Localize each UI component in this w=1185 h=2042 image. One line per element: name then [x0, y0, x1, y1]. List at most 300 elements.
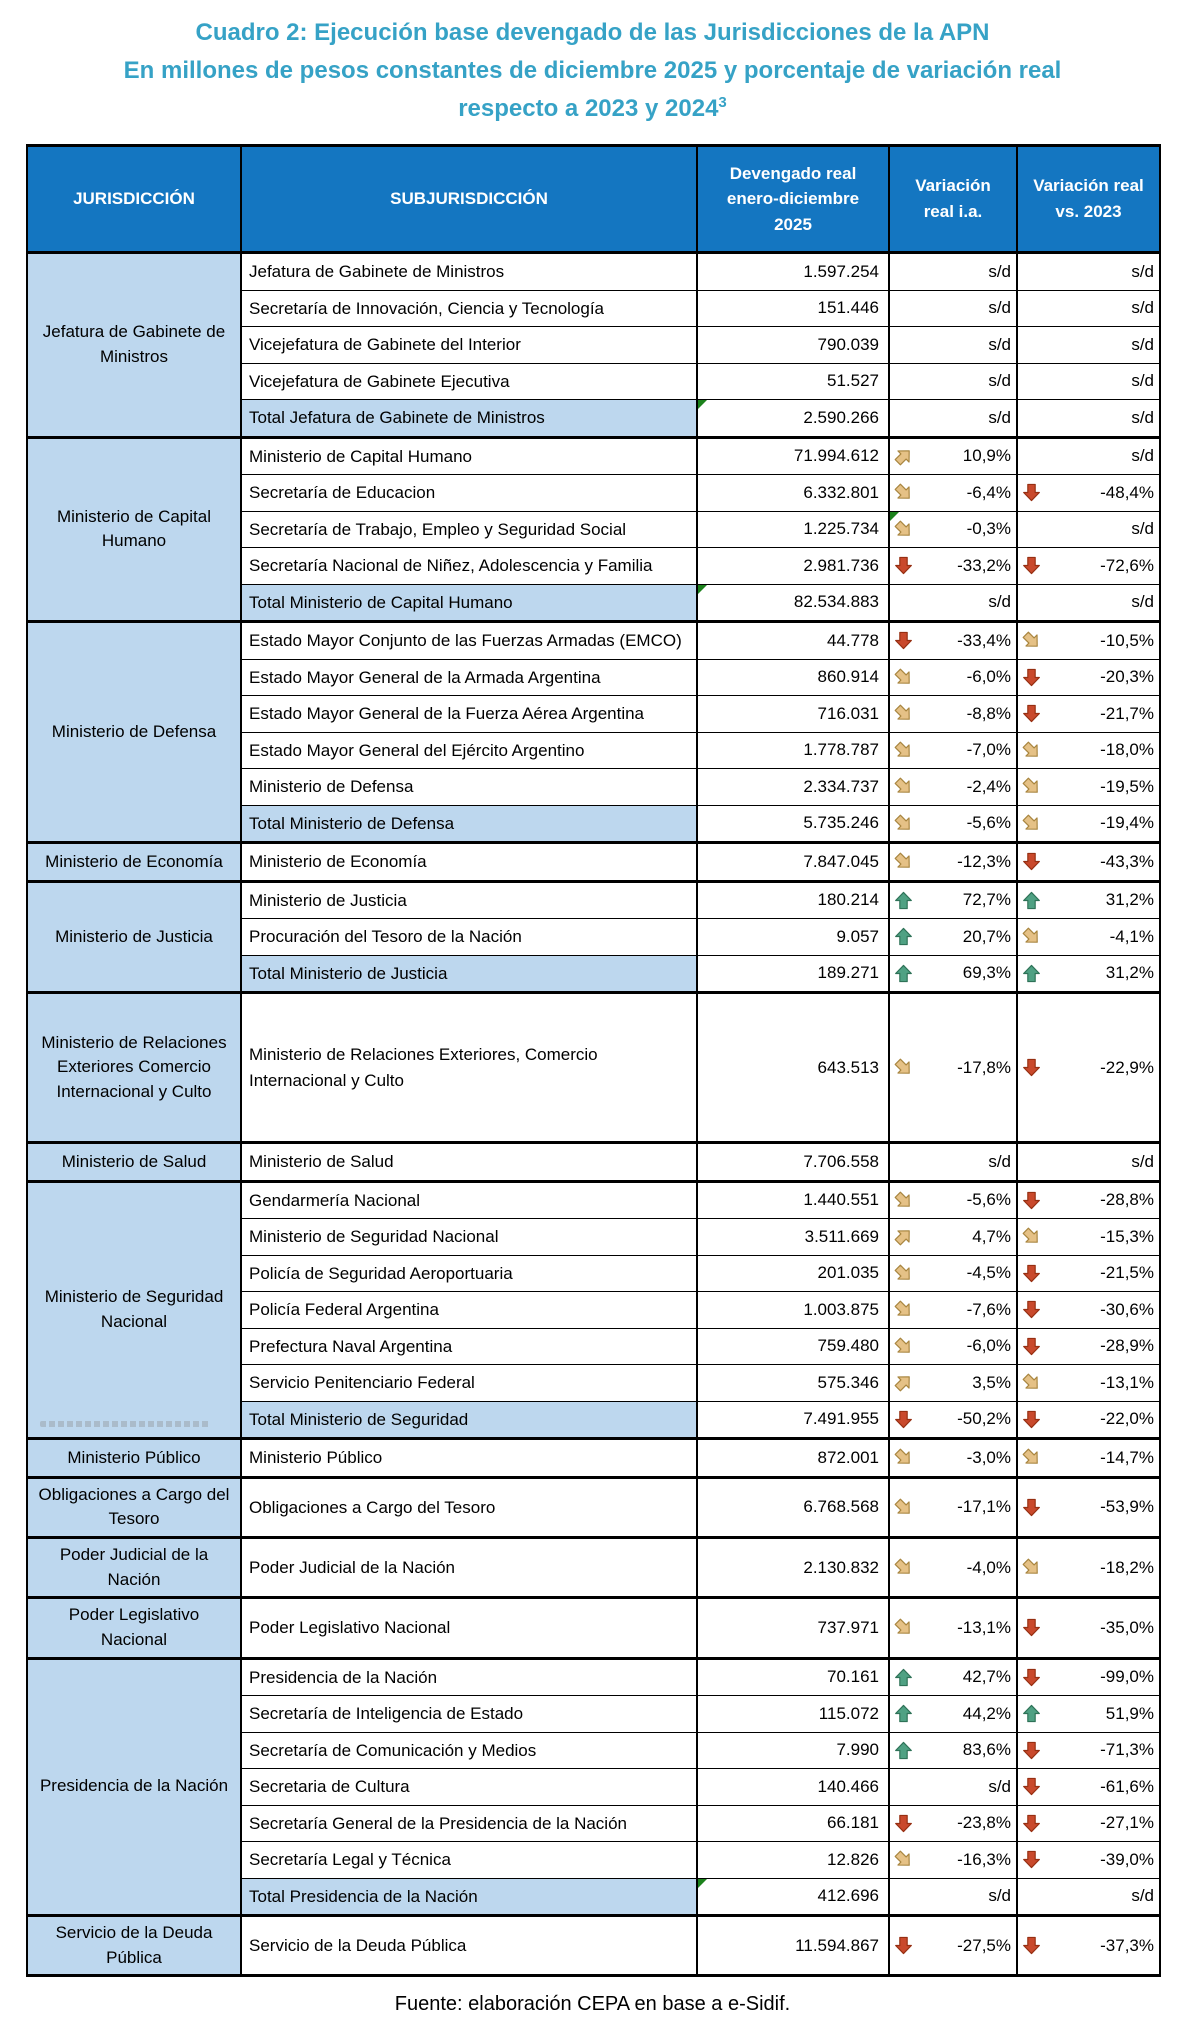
devengado-value: 115.072 — [818, 1703, 879, 1723]
subjurisdiction-cell: Ministerio de Capital Humano — [241, 437, 697, 475]
variation-cell — [1017, 400, 1160, 438]
variation-cell — [1017, 475, 1160, 512]
subjurisdiction-cell: Total Ministerio de Capital Humano — [241, 584, 697, 622]
jurisdiction-cell — [27, 1143, 241, 1182]
variation-cell — [889, 290, 1017, 327]
jurisdiction-cell — [27, 1181, 241, 1439]
subjurisdiction-cell: Ministerio Público — [241, 1439, 697, 1478]
arrow-up-green-icon — [1022, 963, 1044, 983]
devengado-value: 7.990 — [836, 1740, 879, 1760]
variation-cell — [1017, 843, 1160, 882]
subjurisdiction-cell: Obligaciones a Cargo del Tesoro — [241, 1477, 697, 1537]
variation-cell — [889, 732, 1017, 769]
jurisdiction-cell — [27, 1538, 241, 1598]
devengado-cell — [697, 511, 889, 548]
variation-value: s/d — [988, 407, 1011, 427]
subjurisdiction-cell: Secretaría de Trabajo, Empleo y Seguridad Social — [241, 511, 697, 548]
variation-value: -39,0% — [1100, 1849, 1154, 1869]
devengado-cell — [697, 659, 889, 696]
variation-value: -5,6% — [966, 813, 1011, 833]
subjurisdiction-cell: Ministerio de Economía — [241, 843, 697, 882]
variation-cell — [889, 327, 1017, 364]
variation-value: 20,7% — [962, 926, 1011, 946]
variation-value: -2,4% — [966, 776, 1011, 796]
variation-cell — [1017, 1732, 1160, 1769]
arrow-down-right-gold-icon — [894, 777, 916, 797]
variation-cell — [889, 584, 1017, 622]
subjurisdiction-cell: Secretaría de Educacion — [241, 475, 697, 512]
arrow-down-right-gold-icon — [894, 1336, 916, 1356]
devengado-value: 82.534.883 — [793, 592, 879, 612]
subjurisdiction-cell: Policía Federal Argentina — [241, 1292, 697, 1329]
devengado-cell — [697, 548, 889, 585]
devengado-value: 66.181 — [827, 1813, 879, 1833]
arrow-down-red-icon — [1022, 1497, 1044, 1517]
green-corner-marker — [698, 400, 707, 409]
variation-value: -17,8% — [957, 1057, 1011, 1077]
devengado-value: 70.161 — [827, 1667, 879, 1687]
subjurisdiction-cell: Total Presidencia de la Nación — [241, 1878, 697, 1916]
arrow-down-red-icon — [1022, 1850, 1044, 1870]
table-row — [27, 253, 1160, 291]
variation-cell — [1017, 955, 1160, 993]
variation-value: s/d — [1131, 371, 1154, 391]
variation-value: -6,0% — [966, 1336, 1011, 1356]
arrow-down-right-gold-icon — [894, 704, 916, 724]
jurisdiction-label: Ministerio de Economía — [45, 851, 223, 871]
arrow-down-red-icon — [1022, 1936, 1044, 1956]
devengado-value: 643.513 — [817, 1057, 879, 1077]
devengado-value: 737.971 — [817, 1617, 879, 1637]
variation-cell — [889, 1732, 1017, 1769]
arrow-down-red-icon — [894, 631, 916, 651]
arrow-down-red-icon — [1022, 704, 1044, 724]
devengado-cell — [697, 1143, 889, 1182]
variation-value: -12,3% — [957, 851, 1011, 871]
devengado-cell — [697, 1878, 889, 1916]
subjurisdiction-cell: Servicio Penitenciario Federal — [241, 1365, 697, 1402]
jurisdiction-cell — [27, 843, 241, 882]
jurisdiction-label: Ministerio de Capital Humano — [56, 506, 211, 551]
variation-cell — [889, 843, 1017, 882]
jurisdiction-label: Poder Judicial de la Nación — [59, 1545, 209, 1589]
devengado-value: 151.446 — [817, 298, 879, 318]
arrow-down-right-gold-icon — [894, 1263, 916, 1283]
variation-value: -21,5% — [1100, 1263, 1154, 1283]
variation-value: 31,2% — [1105, 890, 1154, 910]
arrow-down-right-gold-icon — [1022, 1227, 1044, 1247]
devengado-cell — [697, 400, 889, 438]
variation-value: -3,0% — [966, 1447, 1011, 1467]
variation-value: 42,7% — [962, 1667, 1011, 1687]
subjurisdiction-cell: Vicejefatura de Gabinete Ejecutiva — [241, 363, 697, 400]
table-row — [27, 1143, 1160, 1182]
subjurisdiction-cell: Secretaría General de la Presidencia de la Nación — [241, 1805, 697, 1842]
footnote-marker: 3 — [718, 93, 727, 111]
variation-cell — [1017, 1401, 1160, 1439]
variation-value: s/d — [1131, 446, 1154, 466]
variation-value: -37,3% — [1100, 1935, 1154, 1955]
devengado-cell — [697, 696, 889, 733]
table-row — [27, 1181, 1160, 1219]
devengado-value: 716.031 — [817, 703, 879, 723]
subjurisdiction-cell: Estado Mayor General del Ejército Argentino — [241, 732, 697, 769]
arrow-down-red-icon — [1022, 1777, 1044, 1797]
jurisdiction-label: Jefatura de Gabinete de Ministros — [42, 322, 226, 366]
variation-cell — [889, 511, 1017, 548]
devengado-value: 201.035 — [817, 1263, 879, 1283]
arrow-down-red-icon — [1022, 1263, 1044, 1283]
variation-cell — [889, 805, 1017, 843]
variation-value: s/d — [988, 1886, 1011, 1906]
jurisdiction-cell — [27, 437, 241, 622]
variation-value: -48,4% — [1100, 482, 1154, 502]
subjurisdiction-cell: Presidencia de la Nación — [241, 1658, 697, 1696]
arrow-up-right-gold-icon — [894, 1227, 916, 1247]
variation-cell — [889, 1255, 1017, 1292]
arrow-down-red-icon — [1022, 852, 1044, 872]
subjurisdiction-cell: Estado Mayor Conjunto de las Fuerzas Armadas (EMCO) — [241, 622, 697, 660]
variation-value: s/d — [1131, 298, 1154, 318]
arrow-down-right-gold-icon — [894, 1497, 916, 1517]
devengado-value: 6.768.568 — [803, 1497, 879, 1517]
devengado-value: 1.778.787 — [803, 740, 879, 760]
variation-cell — [889, 1439, 1017, 1478]
variation-value: -99,0% — [1100, 1667, 1154, 1687]
title-line-3: respecto a 2023 y 2024$^3$ — [458, 93, 727, 122]
arrow-down-right-gold-icon — [894, 852, 916, 872]
jurisdiction-label: Servicio de la Deuda Pública — [55, 1923, 213, 1967]
devengado-value: 2.590.266 — [803, 407, 879, 427]
devengado-value: 1.597.254 — [803, 261, 879, 281]
subjurisdiction-cell: Gendarmería Nacional — [241, 1181, 697, 1219]
variation-value: -6,0% — [966, 667, 1011, 687]
arrow-down-right-gold-icon — [894, 1558, 916, 1578]
jurisdiction-cell — [27, 1439, 241, 1478]
subjurisdiction-cell: Ministerio de Justicia — [241, 881, 697, 919]
jurisdiction-cell — [27, 881, 241, 993]
arrow-down-red-icon — [1022, 1058, 1044, 1078]
variation-cell — [889, 1181, 1017, 1219]
devengado-cell — [697, 955, 889, 993]
devengado-value: 7.847.045 — [803, 851, 879, 871]
variation-value: s/d — [988, 298, 1011, 318]
variation-cell — [1017, 290, 1160, 327]
variation-value: s/d — [988, 1776, 1011, 1796]
title-line-1: Cuadro 2: Ejecución base devengado de las Jurisdicciones de la APN — [195, 19, 990, 46]
devengado-cell — [697, 843, 889, 882]
table-row — [27, 993, 1160, 1143]
variation-cell — [1017, 696, 1160, 733]
devengado-value: 44.778 — [827, 630, 879, 650]
variation-cell — [889, 1365, 1017, 1402]
variation-value: -7,0% — [966, 740, 1011, 760]
devengado-cell — [697, 1477, 889, 1537]
devengado-value: 1.440.551 — [803, 1190, 879, 1210]
subjurisdiction-cell: Ministerio de Relaciones Exteriores, Comercio Internacional y Culto — [241, 993, 697, 1143]
table-row — [27, 1439, 1160, 1478]
variation-value: -43,3% — [1100, 851, 1154, 871]
budget-execution-table — [26, 144, 1161, 1978]
table-title — [30, 14, 1155, 128]
devengado-value: 7.706.558 — [803, 1151, 879, 1171]
subjurisdiction-cell: Secretaría de Innovación, Ciencia y Tecnología — [241, 290, 697, 327]
variation-value: s/d — [1131, 1151, 1154, 1171]
variation-value: s/d — [988, 334, 1011, 354]
variation-value: -4,5% — [966, 1263, 1011, 1283]
devengado-cell — [697, 1328, 889, 1365]
devengado-value: 2.334.737 — [803, 776, 879, 796]
variation-cell — [889, 955, 1017, 993]
variation-cell — [889, 919, 1017, 956]
variation-cell — [889, 1538, 1017, 1598]
variation-value: -4,1% — [1109, 926, 1154, 946]
devengado-cell — [697, 1916, 889, 1976]
arrow-down-right-gold-icon — [1022, 1373, 1044, 1393]
variation-value: -4,0% — [966, 1557, 1011, 1577]
arrow-up-right-gold-icon — [894, 446, 916, 466]
devengado-value: 51.527 — [827, 371, 879, 391]
variation-value: -5,6% — [966, 1190, 1011, 1210]
devengado-cell — [697, 1769, 889, 1806]
title-line-2: En millones de pesos constantes de diciembre 2025 y porcentaje de variación real — [123, 56, 1062, 84]
subjurisdiction-cell: Estado Mayor General de la Armada Argentina — [241, 659, 697, 696]
arrow-up-green-icon — [1022, 890, 1044, 910]
devengado-value: 3.511.669 — [804, 1226, 879, 1246]
devengado-cell — [697, 327, 889, 364]
variation-cell — [1017, 1477, 1160, 1537]
variation-value: -28,8% — [1100, 1190, 1154, 1210]
variation-cell — [1017, 1219, 1160, 1256]
arrow-down-red-icon — [894, 556, 916, 576]
subjurisdiction-cell: Total Ministerio de Defensa — [241, 805, 697, 843]
table-header-row — [27, 145, 1160, 253]
variation-value: s/d — [988, 371, 1011, 391]
arrow-down-right-gold-icon — [1022, 740, 1044, 760]
devengado-cell — [697, 993, 889, 1143]
variation-cell — [1017, 1805, 1160, 1842]
variation-cell — [889, 1769, 1017, 1806]
variation-value: -33,4% — [957, 630, 1011, 650]
variation-value: -10,5% — [1100, 630, 1154, 650]
subjurisdiction-cell: Secretaría Nacional de Niñez, Adolescencia y Familia — [241, 548, 697, 585]
devengado-value: 5.735.246 — [803, 813, 879, 833]
variation-value: -71,3% — [1100, 1740, 1154, 1760]
devengado-cell — [697, 253, 889, 291]
variation-cell — [1017, 1696, 1160, 1733]
variation-value: s/d — [1131, 1886, 1154, 1906]
variation-cell — [1017, 363, 1160, 400]
variation-cell — [1017, 1439, 1160, 1478]
variation-cell — [889, 1916, 1017, 1976]
arrow-down-right-gold-icon — [1022, 813, 1044, 833]
devengado-cell — [697, 1658, 889, 1696]
variation-value: -27,5% — [957, 1935, 1011, 1955]
subjurisdiction-cell: Ministerio de Seguridad Nacional — [241, 1219, 697, 1256]
devengado-cell — [697, 769, 889, 806]
devengado-cell — [697, 1696, 889, 1733]
variation-value: -53,9% — [1100, 1497, 1154, 1517]
subjurisdiction-cell: Ministerio de Defensa — [241, 769, 697, 806]
variation-value: -0,3% — [966, 519, 1011, 539]
devengado-value: 575.346 — [817, 1372, 879, 1392]
variation-cell — [889, 769, 1017, 806]
arrow-down-right-gold-icon — [894, 1190, 916, 1210]
variation-value: 51,9% — [1105, 1703, 1154, 1723]
variation-cell — [1017, 881, 1160, 919]
variation-cell — [1017, 1916, 1160, 1976]
jurisdiction-cell — [27, 1916, 241, 1976]
variation-cell — [889, 1878, 1017, 1916]
table-row — [27, 1658, 1160, 1696]
subjurisdiction-cell: Ministerio de Salud — [241, 1143, 697, 1182]
arrow-down-right-gold-icon — [1022, 631, 1044, 651]
devengado-value: 1.003.875 — [803, 1299, 879, 1319]
arrow-down-red-icon — [1022, 1190, 1044, 1210]
arrow-down-right-gold-icon — [894, 1448, 916, 1468]
table-row — [27, 437, 1160, 475]
variation-cell — [889, 1658, 1017, 1696]
jurisdiction-cell — [27, 1598, 241, 1658]
devengado-value: 412.696 — [817, 1886, 879, 1906]
table-row — [27, 622, 1160, 660]
variation-value: 4,7% — [972, 1226, 1011, 1246]
arrow-down-red-icon — [894, 1409, 916, 1429]
table-row — [27, 843, 1160, 882]
variation-value: -28,9% — [1100, 1336, 1154, 1356]
green-corner-marker — [698, 585, 707, 594]
variation-value: -18,2% — [1100, 1557, 1154, 1577]
variation-value: -7,6% — [966, 1299, 1011, 1319]
variation-cell — [1017, 659, 1160, 696]
arrow-down-red-icon — [1022, 1667, 1044, 1687]
arrow-down-red-icon — [1022, 1618, 1044, 1638]
variation-cell — [1017, 253, 1160, 291]
variation-cell — [1017, 511, 1160, 548]
jurisdiction-label: Ministerio Público — [67, 1447, 201, 1467]
variation-cell — [1017, 1292, 1160, 1329]
variation-value: -50,2% — [957, 1409, 1011, 1429]
devengado-value: 9.057 — [836, 926, 879, 946]
variation-value: s/d — [988, 1151, 1011, 1171]
subjurisdiction-cell: Secretaria de Cultura — [241, 1769, 697, 1806]
green-corner-marker — [890, 512, 899, 521]
variation-value: -20,3% — [1100, 667, 1154, 687]
jurisdiction-cell — [27, 993, 241, 1143]
header-jurisdiccion: JURISDICCIÓN — [27, 145, 241, 253]
table-row — [27, 1916, 1160, 1976]
arrow-down-red-icon — [1022, 1336, 1044, 1356]
jurisdiction-cell — [27, 253, 241, 438]
variation-value: 3,5% — [972, 1372, 1011, 1392]
subjurisdiction-cell: Policía de Seguridad Aeroportuaria — [241, 1255, 697, 1292]
arrow-down-red-icon — [1022, 556, 1044, 576]
variation-cell — [1017, 1842, 1160, 1879]
variation-value: s/d — [1131, 519, 1154, 539]
arrow-down-right-gold-icon — [894, 1850, 916, 1870]
devengado-cell — [697, 584, 889, 622]
arrow-down-red-icon — [1022, 483, 1044, 503]
variation-cell — [1017, 919, 1160, 956]
arrow-up-green-icon — [894, 890, 916, 910]
variation-cell — [1017, 327, 1160, 364]
devengado-cell — [697, 1538, 889, 1598]
table-row — [27, 881, 1160, 919]
variation-value: s/d — [1131, 407, 1154, 427]
table-row — [27, 1477, 1160, 1537]
subjurisdiction-cell: Total Ministerio de Seguridad — [241, 1401, 697, 1439]
arrow-up-right-gold-icon — [894, 1373, 916, 1393]
variation-value: -72,6% — [1100, 555, 1154, 575]
devengado-cell — [697, 1255, 889, 1292]
devengado-value: 6.332.801 — [803, 482, 879, 502]
green-corner-marker — [698, 1879, 707, 1888]
variation-value: 72,7% — [962, 890, 1011, 910]
devengado-value: 71.994.612 — [793, 446, 879, 466]
variation-cell — [889, 253, 1017, 291]
variation-cell — [1017, 1365, 1160, 1402]
variation-cell — [889, 659, 1017, 696]
jurisdiction-label: Ministerio de Defensa — [51, 721, 217, 741]
subjurisdiction-cell: Servicio de la Deuda Pública — [241, 1916, 697, 1976]
variation-value: s/d — [988, 261, 1011, 281]
arrow-down-red-icon — [1022, 1300, 1044, 1320]
variation-cell — [889, 1477, 1017, 1537]
variation-cell — [1017, 1538, 1160, 1598]
variation-value: -15,3% — [1100, 1226, 1154, 1246]
arrow-up-green-icon — [894, 1704, 916, 1724]
devengado-cell — [697, 437, 889, 475]
variation-value: -30,6% — [1100, 1299, 1154, 1319]
variation-value: -21,7% — [1100, 703, 1154, 723]
variation-value: 69,3% — [962, 963, 1011, 983]
jurisdiction-cell — [27, 622, 241, 843]
arrow-down-right-gold-icon — [894, 1058, 916, 1078]
arrow-down-right-gold-icon — [894, 813, 916, 833]
arrow-down-red-icon — [1022, 1409, 1044, 1429]
variation-cell — [889, 881, 1017, 919]
variation-value: s/d — [1131, 592, 1154, 612]
arrow-down-right-gold-icon — [894, 483, 916, 503]
table-row — [27, 1538, 1160, 1598]
variation-cell — [1017, 805, 1160, 843]
devengado-cell — [697, 881, 889, 919]
devengado-value: 1.225.734 — [803, 519, 879, 539]
variation-value: s/d — [988, 592, 1011, 612]
variation-cell — [1017, 1328, 1160, 1365]
subjurisdiction-cell: Vicejefatura de Gabinete del Interior — [241, 327, 697, 364]
variation-value: 44,2% — [962, 1703, 1011, 1723]
jurisdiction-label: Poder Legislativo Nacional — [68, 1605, 200, 1649]
jurisdiction-label: Ministerio de Justicia — [55, 926, 213, 946]
variation-cell — [889, 622, 1017, 660]
variation-cell — [1017, 1181, 1160, 1219]
subjurisdiction-cell: Total Ministerio de Justicia — [241, 955, 697, 993]
subjurisdiction-cell: Prefectura Naval Argentina — [241, 1328, 697, 1365]
arrow-up-green-icon — [1022, 1704, 1044, 1724]
variation-value: -23,8% — [957, 1813, 1011, 1833]
subjurisdiction-cell: Jefatura de Gabinete de Ministros — [241, 253, 697, 291]
devengado-cell — [697, 805, 889, 843]
arrow-down-right-gold-icon — [894, 667, 916, 687]
subjurisdiction-cell: Total Jefatura de Gabinete de Ministros — [241, 400, 697, 438]
devengado-value: 12.826 — [827, 1849, 879, 1869]
faint-text-artifact — [40, 1421, 210, 1427]
variation-value: -6,4% — [966, 482, 1011, 502]
variation-cell — [1017, 622, 1160, 660]
variation-cell — [1017, 437, 1160, 475]
arrow-up-green-icon — [894, 963, 916, 983]
